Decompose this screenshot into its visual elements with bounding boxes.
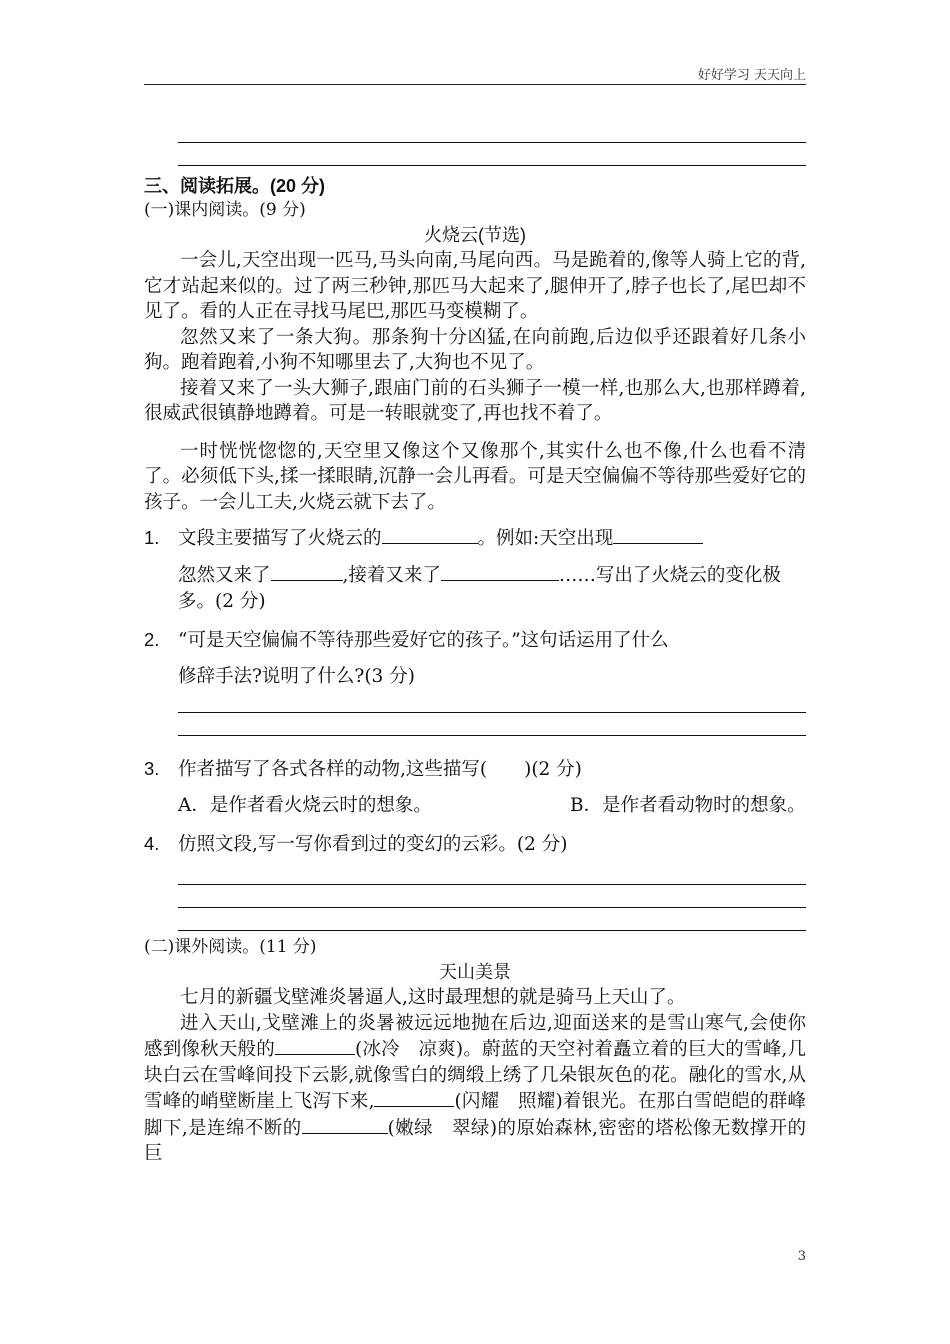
answer-line[interactable] — [178, 858, 806, 885]
answer-line[interactable] — [178, 713, 806, 736]
passage1-title: 火烧云(节选) — [424, 225, 526, 245]
fill-blank[interactable] — [275, 1036, 355, 1055]
fill-blank[interactable] — [613, 525, 703, 544]
fill-blank[interactable] — [441, 562, 559, 581]
question-3: 3. 作者描写了各式各样的动物,这些描写( )(2 分) — [144, 758, 582, 780]
page-header: 好好学习 天天向上 — [697, 68, 806, 83]
passage1-paragraph: 接着又来了一头大狮子,跟庙门前的石头狮子一模一样,也那么大,也那样蹲着,很威武很镇静地蹲着。可是一转眼就变了,再也找不着了。 — [144, 377, 806, 424]
part1-subtitle: (一)课内阅读。(9 分) — [144, 200, 306, 220]
passage1-paragraph: 一会儿,天空出现一匹马,马头向南,马尾向西。马是跪着的,像等人骑上它的背,它才站起来似的。过了两三秒钟,那匹马大起来了,腿伸开了,脖子也长了,尾巴却不见了。看的人正在寻找马尾巴,那匹马变模糊了。 — [144, 250, 806, 322]
passage2-paragraph: 进入天山,戈壁滩上的炎暑被远远地抛在后边,迎面送来的是雪山寒气,会使你感到像秋天般的 (冰冷 凉爽)。蔚蓝的天空衬着矗立着的巨大的雪峰,几块白云在雪峰间投下云影,就像雪白的绸缎上绣了几朵银灰色的花。融化的雪水,从雪峰的峭壁断崖上飞泻下来, (闪耀 照耀)着银光。在那白雪皑皑的群峰脚下,是连绵不断的 (嫩绿 翠绿)的原始森林,密密的塔松像无数撑开的巨 — [144, 1012, 806, 1164]
option-a[interactable]: A．是作者看火烧云时的想象。 — [178, 795, 432, 816]
fill-blank[interactable] — [271, 562, 343, 581]
question-1: 1. 文段主要描写了火烧云的 。例如:天空出现 — [144, 525, 806, 552]
option-b[interactable]: B．是作者看动物时的想象。 — [570, 795, 806, 816]
passage1-paragraph: 一时恍恍惚惚的,天空里又像这个又像那个,其实什么也不像,什么也看不清了。必须低下头,揉一揉眼睛,沉静一会儿再看。可是天空偏偏不等待那些爱好它的孩子。一会儿工夫,火烧云就下去了。 — [144, 440, 806, 513]
section-title: 三、阅读拓展。(20 分) — [144, 176, 326, 196]
fill-blank[interactable] — [382, 525, 478, 544]
question-1-continued: 忽然又来了 ,接着又来了 ……写出了火烧云的变化极多。(2 分) — [178, 562, 806, 615]
passage2-paragraph: 七月的新疆戈壁滩炎暑逼人,这时最理想的就是骑马上天山了。 — [180, 987, 686, 1008]
question-2-continued: 修辞手法?说明了什么?(3 分) — [178, 666, 415, 687]
question-3-options — [178, 793, 806, 819]
answer-line — [178, 143, 806, 166]
fill-blank[interactable] — [374, 1088, 454, 1107]
passage1-paragraph: 忽然又来了一条大狗。那条狗十分凶猛,在向前跑,后边似乎还跟着好几条小狗。跑着跑着,小狗不知哪里去了,大狗也不见了。 — [144, 326, 806, 373]
part2-subtitle: (二)课外阅读。(11 分) — [144, 937, 317, 957]
question-2: 2. “可是天空偏偏不等待那些爱好它的孩子。”这句话运用了什么 — [144, 629, 669, 651]
answer-line — [178, 120, 806, 143]
answer-line[interactable] — [178, 690, 806, 713]
fill-blank[interactable] — [302, 1115, 388, 1134]
passage2-title: 天山美景 — [439, 962, 511, 982]
header-rule — [144, 84, 806, 85]
question-4: 4. 仿照文段,写一写你看到过的变幻的云彩。(2 分) — [144, 833, 568, 855]
page-number: 3 — [797, 1249, 806, 1264]
answer-line[interactable] — [178, 908, 806, 931]
worksheet-content — [144, 120, 806, 1167]
answer-line[interactable] — [178, 885, 806, 908]
